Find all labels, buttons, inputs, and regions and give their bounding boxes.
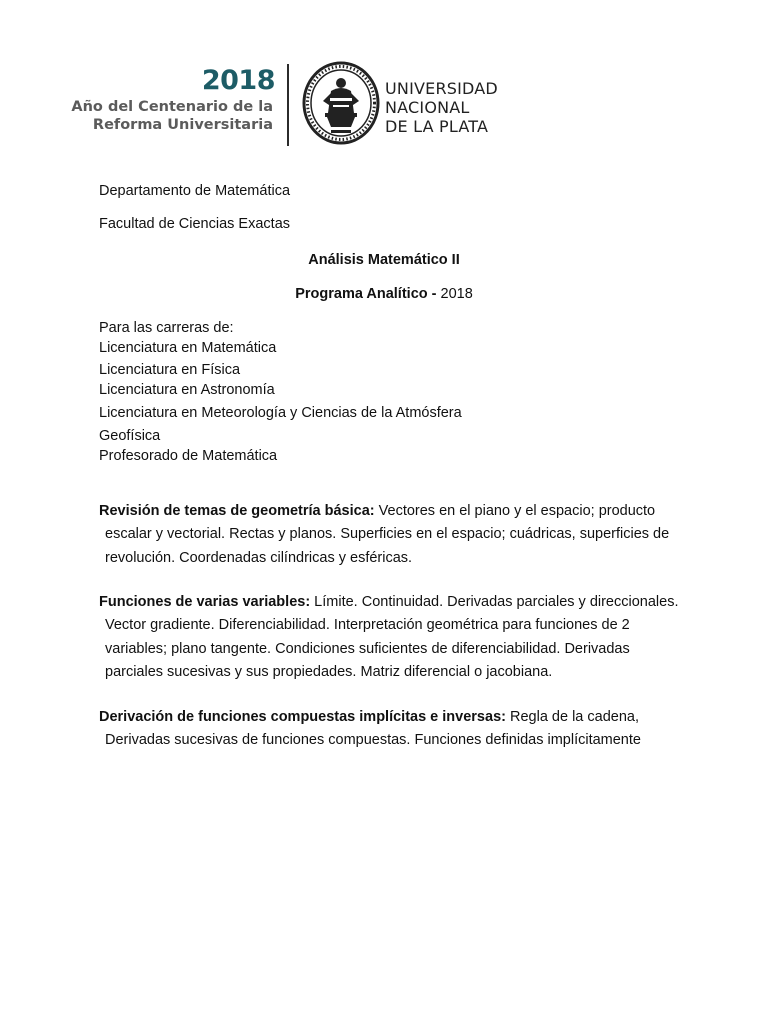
careers-intro: Para las carreras de:: [99, 320, 234, 336]
program-title: [0, 285, 768, 303]
section-heading: Revisión de temas de geometría básica:: [99, 503, 375, 519]
section-text: Derivadas sucesivas de funciones compuestas. Funciones definidas implícitamente: [105, 732, 641, 749]
section-text: Vectores en el piano y el espacio; producto: [374, 503, 656, 519]
section-heading: Derivación de funciones compuestas implícitas e inversas:: [99, 709, 506, 725]
section-text: parciales sucesivas y sus propiedades. Matriz diferencial o jacobiana.: [105, 664, 553, 681]
logo-divider: [287, 64, 289, 146]
section-text: revolución. Coordenadas cilíndricas y esféricas.: [105, 549, 413, 566]
career-item: Profesorado de Matemática: [99, 448, 278, 464]
section-text: Regla de la cadena,: [505, 709, 639, 725]
course-title: Análisis Matemático II: [308, 252, 460, 268]
department-label: Departamento de Matemática: [99, 183, 291, 199]
section-heading: Funciones de varias variables:: [99, 594, 311, 610]
section-text: Vector gradiente. Diferenciabilidad. Interpretación geométrica para funciones de 2: [105, 617, 630, 634]
university-name-line-1: UNIVERSIDAD: [385, 79, 498, 98]
program-year: 2018: [440, 286, 473, 302]
career-item: Licenciatura en Astronomía: [99, 382, 275, 398]
university-name-line-3: DE LA PLATA: [385, 117, 489, 136]
centenario-line-1: Año del Centenario de la: [71, 99, 273, 115]
section-geometria: [99, 500, 669, 570]
section-derivacion: [99, 706, 669, 753]
career-item: Licenciatura en Física: [99, 362, 241, 378]
section-text: Límite. Continuidad. Derivadas parciales y direccionales.: [310, 594, 679, 610]
centenario-year: 2018: [201, 65, 275, 96]
section-funciones: [99, 591, 679, 685]
university-name: [385, 79, 498, 136]
section-text: escalar y vectorial. Rectas y planos. Superficies en el espacio; cuádricas, superficies de: [105, 526, 670, 543]
career-item: Licenciatura en Meteorología y Ciencias de la Atmósfera: [99, 405, 462, 421]
centenario-line-2: Reforma Universitaria: [92, 117, 273, 133]
centenario-logo: [71, 65, 275, 138]
section-text: variables; plano tangente. Condiciones suficientes de diferenciabilidad. Derivadas: [105, 640, 630, 657]
university-seal-icon: [301, 61, 381, 147]
career-item: Licenciatura en Matemática: [99, 340, 277, 356]
faculty-label: Facultad de Ciencias Exactas: [99, 216, 291, 232]
university-name-line-2: NACIONAL: [385, 98, 470, 117]
program-label: Programa Analítico -: [295, 286, 441, 302]
career-item: Geofísica: [99, 428, 161, 444]
